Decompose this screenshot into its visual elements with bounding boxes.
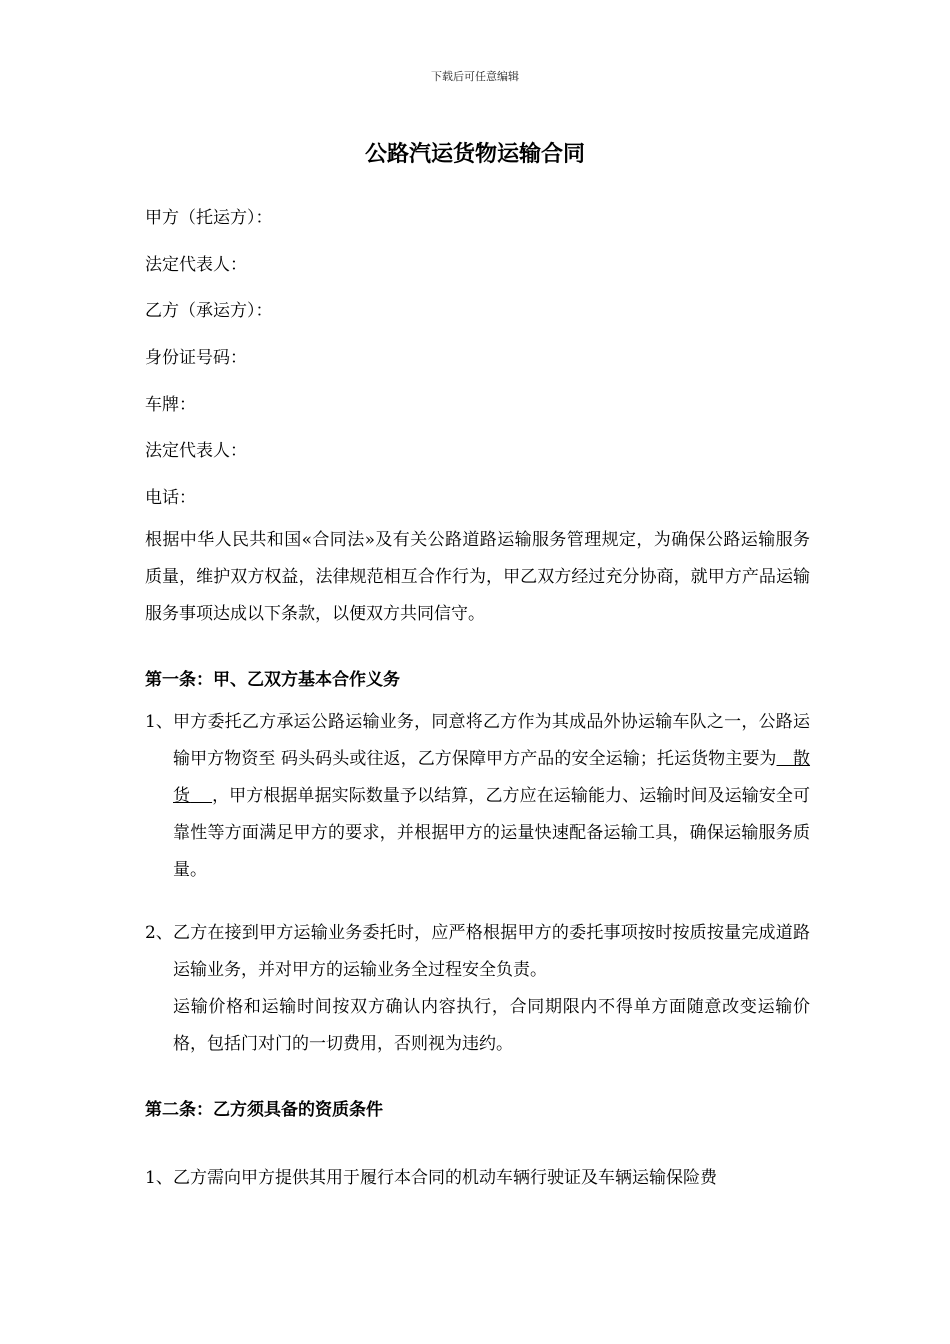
phone-field: 电话： [145, 488, 196, 508]
item-number: 1、 [145, 712, 173, 732]
cargo-value: 散货 [173, 749, 811, 806]
item-number: 2、 [145, 923, 173, 943]
legal-rep-a-field: 法定代表人： [145, 255, 247, 275]
item-body [145, 704, 810, 889]
header-note: 下载后可任意编辑 [431, 70, 519, 83]
contract-title: 公路汽运货物运输合同 [364, 141, 585, 167]
party-b-field: 乙方（承运方）： [145, 301, 273, 321]
item-text: 运输价格和运输时间按双方确认内容执行，合同期限内不得单方面随意改变运输价格，包括门对门的一切费用，否则视为违约。 [173, 997, 810, 1054]
intro-paragraph: 根据中华人民共和国«合同法»及有关公路道路运输服务管理规定，为确保公路运输服务质量，维护双方权益，法律规范相互合作行为，甲乙双方经过充分协商，就甲方产品运输服务事项达成以下条款，以便双方共同信守。 [145, 530, 810, 624]
item-text: 乙方在接到甲方运输业务委托时，应严格根据甲方的委托事项按时按质按量完成道路运输业务，并对甲方的运输业务全过程安全负责。 [173, 923, 810, 980]
item-text: 甲方委托乙方承运公路运输业务，同意将乙方作为其成品外协运输车队之一，公路运输甲方物资至 码头码头或往返，乙方保障甲方产品的安全运输；托运货物主要为 [173, 712, 810, 769]
item-text: ，甲方根据单据实际数量予以结算，乙方应在运输能力、运输时间及运输安全可靠性等方面满足甲方的要求，并根据甲方的运量快速配备运输工具，确保运输服务质量。 [173, 786, 811, 880]
item-body [145, 915, 810, 1063]
item-number: 1、 [145, 1168, 173, 1188]
id-number-field: 身份证号码： [145, 348, 247, 368]
article1-item1 [145, 704, 810, 889]
article1-heading: 第一条：甲、乙双方基本合作义务 [145, 670, 400, 690]
article1-item2 [145, 915, 810, 1063]
article2-heading: 第二条：乙方须具备的资质条件 [145, 1100, 383, 1120]
article2-item1 [145, 1160, 810, 1197]
party-a-field: 甲方（托运方）： [145, 208, 273, 228]
plate-field: 车牌： [145, 395, 196, 415]
legal-rep-b-field: 法定代表人： [145, 441, 247, 461]
item-body: 乙方需向甲方提供其用于履行本合同的机动车辆行驶证及车辆运输保险费 [173, 1168, 717, 1188]
